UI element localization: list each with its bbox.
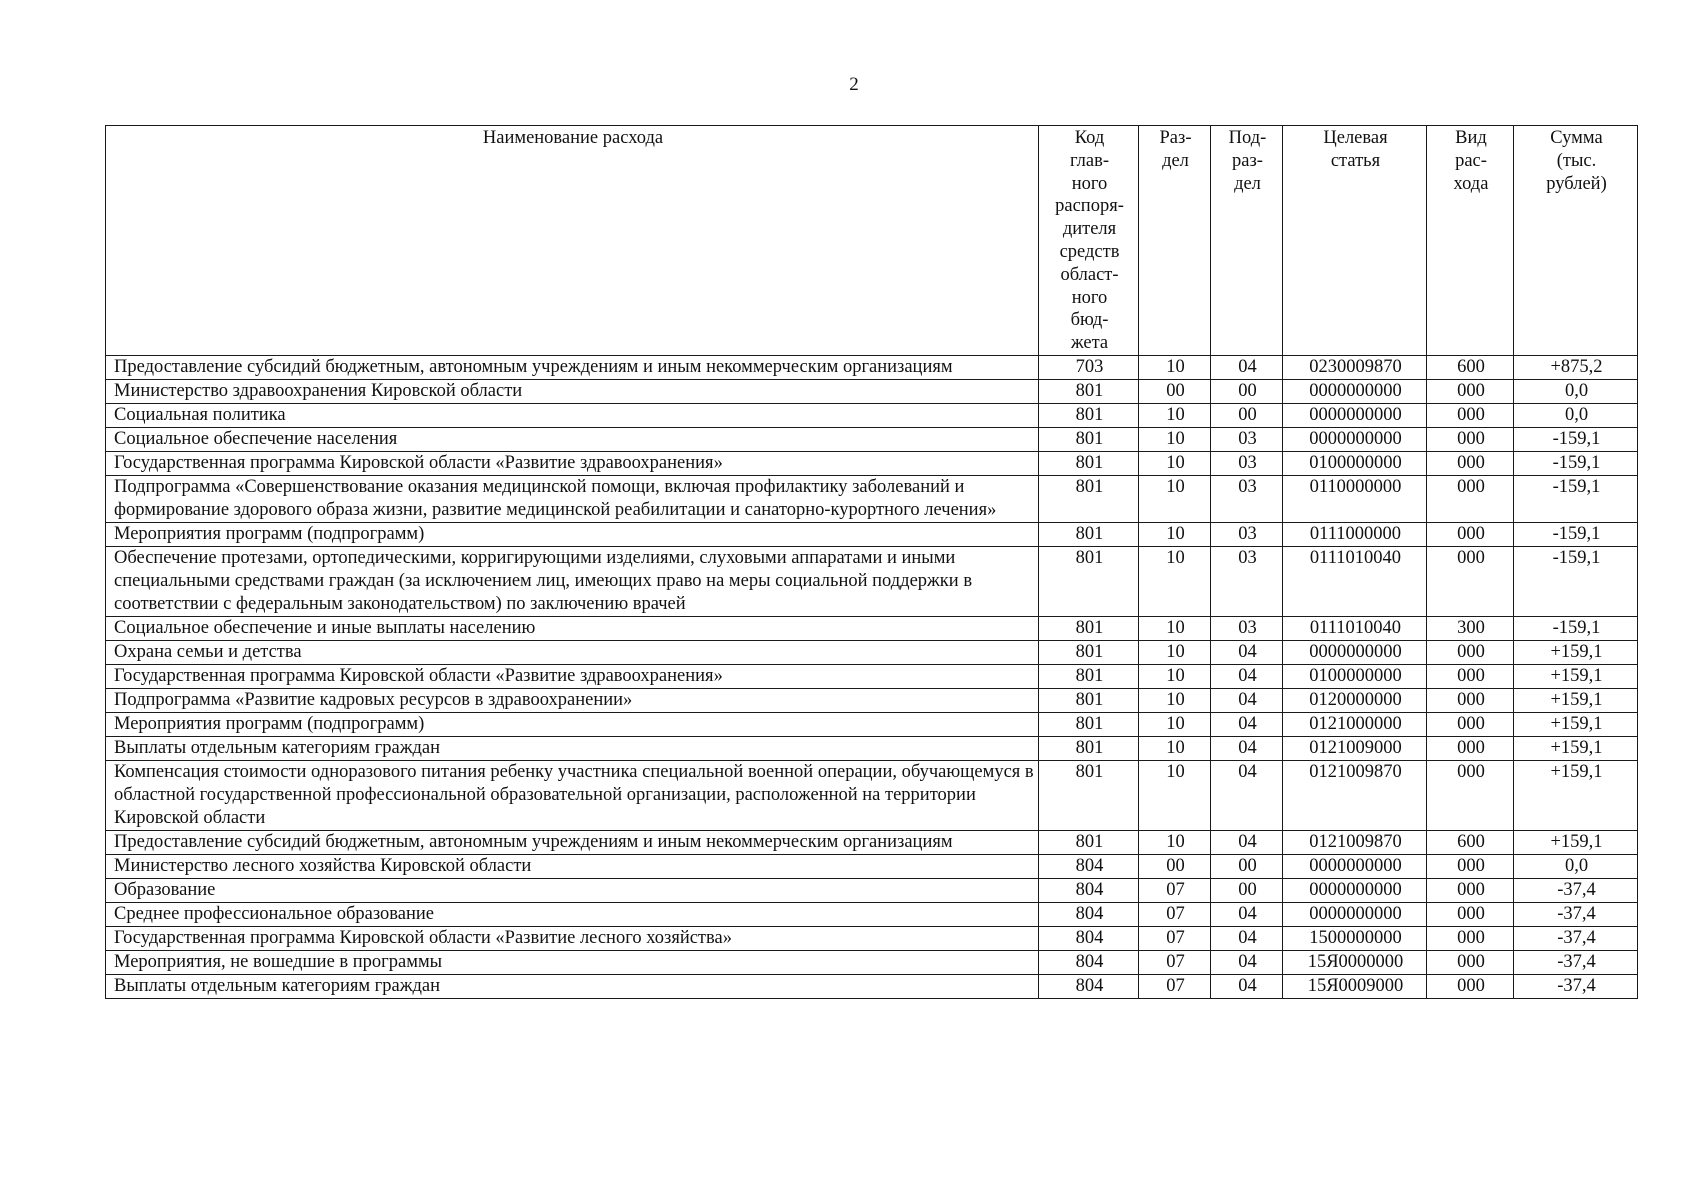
cell-type: 000 bbox=[1427, 688, 1514, 712]
header-code-line: бюд- bbox=[1070, 310, 1109, 331]
cell-target: 0000000000 bbox=[1283, 427, 1427, 451]
cell-sum: -37,4 bbox=[1514, 926, 1638, 950]
cell-name: Министерство здравоохранения Кировской области bbox=[106, 379, 1039, 403]
table-row bbox=[106, 451, 1638, 475]
cell-sum: 0,0 bbox=[1514, 379, 1638, 403]
cell-name: Государственная программа Кировской области «Развитие здравоохранения» bbox=[106, 664, 1039, 688]
cell-sum: +159,1 bbox=[1514, 664, 1638, 688]
table-row bbox=[106, 546, 1638, 616]
cell-name: Социальное обеспечение населения bbox=[106, 427, 1039, 451]
cell-sum: -159,1 bbox=[1514, 522, 1638, 546]
cell-type: 000 bbox=[1427, 403, 1514, 427]
cell-section: 10 bbox=[1139, 688, 1211, 712]
cell-section: 10 bbox=[1139, 522, 1211, 546]
cell-target: 0230009870 bbox=[1283, 355, 1427, 379]
table-row bbox=[106, 926, 1638, 950]
cell-name: Образование bbox=[106, 878, 1039, 902]
cell-type: 000 bbox=[1427, 640, 1514, 664]
cell-subsection: 04 bbox=[1211, 974, 1283, 998]
header-code-line: распоря- bbox=[1055, 196, 1124, 217]
cell-code: 804 bbox=[1039, 902, 1139, 926]
cell-name: Министерство лесного хозяйства Кировской области bbox=[106, 854, 1039, 878]
header-target-line: статья bbox=[1330, 150, 1381, 171]
header-type-line: хода bbox=[1453, 173, 1489, 194]
cell-type: 000 bbox=[1427, 736, 1514, 760]
cell-target: 0000000000 bbox=[1283, 854, 1427, 878]
cell-target: 1500000000 bbox=[1283, 926, 1427, 950]
cell-section: 10 bbox=[1139, 736, 1211, 760]
table-row bbox=[106, 974, 1638, 998]
cell-type: 000 bbox=[1427, 664, 1514, 688]
cell-sum: +159,1 bbox=[1514, 640, 1638, 664]
cell-code: 801 bbox=[1039, 830, 1139, 854]
cell-code: 801 bbox=[1039, 546, 1139, 616]
cell-code: 801 bbox=[1039, 379, 1139, 403]
cell-subsection: 03 bbox=[1211, 546, 1283, 616]
cell-subsection: 00 bbox=[1211, 878, 1283, 902]
cell-name: Государственная программа Кировской области «Развитие лесного хозяйства» bbox=[106, 926, 1039, 950]
header-target bbox=[1283, 126, 1427, 356]
table-row bbox=[106, 640, 1638, 664]
cell-name: Социальная политика bbox=[106, 403, 1039, 427]
cell-name: Охрана семьи и детства bbox=[106, 640, 1039, 664]
cell-code: 801 bbox=[1039, 664, 1139, 688]
cell-name: Социальное обеспечение и иные выплаты населению bbox=[106, 616, 1039, 640]
table-row bbox=[106, 712, 1638, 736]
cell-subsection: 04 bbox=[1211, 688, 1283, 712]
table-row bbox=[106, 760, 1638, 830]
cell-sum: 0,0 bbox=[1514, 854, 1638, 878]
cell-subsection: 04 bbox=[1211, 736, 1283, 760]
page-number: 2 bbox=[849, 74, 859, 95]
cell-subsection: 04 bbox=[1211, 926, 1283, 950]
cell-type: 600 bbox=[1427, 355, 1514, 379]
cell-name: Мероприятия программ (подпрограмм) bbox=[106, 712, 1039, 736]
cell-code: 801 bbox=[1039, 403, 1139, 427]
cell-subsection: 03 bbox=[1211, 427, 1283, 451]
cell-section: 10 bbox=[1139, 546, 1211, 616]
header-code-line: глав- bbox=[1070, 150, 1109, 171]
cell-name: Выплаты отдельным категориям граждан bbox=[106, 974, 1039, 998]
cell-target: 0100000000 bbox=[1283, 451, 1427, 475]
cell-type: 000 bbox=[1427, 522, 1514, 546]
cell-target: 0111010040 bbox=[1283, 616, 1427, 640]
cell-sum: 0,0 bbox=[1514, 403, 1638, 427]
header-sum-line: рублей) bbox=[1546, 173, 1607, 194]
cell-subsection: 04 bbox=[1211, 355, 1283, 379]
header-section-line: дел bbox=[1162, 150, 1189, 171]
cell-section: 10 bbox=[1139, 640, 1211, 664]
cell-name: Мероприятия программ (подпрограмм) bbox=[106, 522, 1039, 546]
cell-name: Государственная программа Кировской области «Развитие здравоохранения» bbox=[106, 451, 1039, 475]
table-row bbox=[106, 902, 1638, 926]
header-name bbox=[106, 126, 1039, 356]
cell-type: 000 bbox=[1427, 926, 1514, 950]
table-row bbox=[106, 854, 1638, 878]
header-section-line: Раз- bbox=[1159, 128, 1192, 148]
header-sum-line: (тыс. bbox=[1556, 150, 1597, 171]
cell-code: 804 bbox=[1039, 974, 1139, 998]
table-header-row bbox=[106, 126, 1638, 356]
cell-sum: -159,1 bbox=[1514, 427, 1638, 451]
cell-code: 804 bbox=[1039, 878, 1139, 902]
cell-subsection: 00 bbox=[1211, 379, 1283, 403]
header-section bbox=[1139, 126, 1211, 356]
table-row bbox=[106, 379, 1638, 403]
cell-type: 600 bbox=[1427, 830, 1514, 854]
cell-target: 0110000000 bbox=[1283, 475, 1427, 522]
cell-sum: -37,4 bbox=[1514, 950, 1638, 974]
cell-target: 0121000000 bbox=[1283, 712, 1427, 736]
cell-sum: -37,4 bbox=[1514, 974, 1638, 998]
header-name-text: Наименование расхода bbox=[482, 128, 664, 148]
header-code-line: ного bbox=[1071, 173, 1108, 194]
cell-type: 000 bbox=[1427, 712, 1514, 736]
cell-target: 0121009870 bbox=[1283, 830, 1427, 854]
cell-sum: -37,4 bbox=[1514, 878, 1638, 902]
cell-name: Среднее профессиональное образование bbox=[106, 902, 1039, 926]
cell-type: 000 bbox=[1427, 427, 1514, 451]
cell-section: 07 bbox=[1139, 926, 1211, 950]
cell-sum: +159,1 bbox=[1514, 688, 1638, 712]
cell-sum: -159,1 bbox=[1514, 546, 1638, 616]
cell-section: 10 bbox=[1139, 616, 1211, 640]
cell-subsection: 03 bbox=[1211, 475, 1283, 522]
table-row bbox=[106, 403, 1638, 427]
header-code-line: област- bbox=[1060, 264, 1119, 285]
cell-subsection: 03 bbox=[1211, 451, 1283, 475]
cell-sum: -37,4 bbox=[1514, 902, 1638, 926]
cell-name: Выплаты отдельным категориям граждан bbox=[106, 736, 1039, 760]
cell-target: 0111010040 bbox=[1283, 546, 1427, 616]
cell-subsection: 04 bbox=[1211, 640, 1283, 664]
header-code-line: дителя bbox=[1062, 219, 1117, 240]
cell-type: 000 bbox=[1427, 854, 1514, 878]
cell-name: Предоставление субсидий бюджетным, автономным учреждениям и иным некоммерческим организациям bbox=[106, 830, 1039, 854]
header-sum bbox=[1514, 126, 1638, 356]
cell-code: 801 bbox=[1039, 427, 1139, 451]
cell-target: 15Я0009000 bbox=[1283, 974, 1427, 998]
cell-code: 801 bbox=[1039, 451, 1139, 475]
cell-section: 10 bbox=[1139, 475, 1211, 522]
cell-name: Подпрограмма «Совершенствование оказания медицинской помощи, включая профилактику заболеваний и формирование здорового образа жизни, развитие медицинской реабилитации и санаторно-курортного лечения» bbox=[106, 475, 1039, 522]
cell-sum: +159,1 bbox=[1514, 736, 1638, 760]
table-row bbox=[106, 427, 1638, 451]
cell-sum: -159,1 bbox=[1514, 451, 1638, 475]
table-row bbox=[106, 664, 1638, 688]
table-row bbox=[106, 355, 1638, 379]
header-code-line: жета bbox=[1070, 333, 1109, 354]
cell-target: 0100000000 bbox=[1283, 664, 1427, 688]
table-row bbox=[106, 475, 1638, 522]
cell-type: 000 bbox=[1427, 451, 1514, 475]
cell-subsection: 03 bbox=[1211, 616, 1283, 640]
cell-target: 0120000000 bbox=[1283, 688, 1427, 712]
cell-sum: +159,1 bbox=[1514, 830, 1638, 854]
cell-code: 801 bbox=[1039, 688, 1139, 712]
header-subsection bbox=[1211, 126, 1283, 356]
cell-section: 07 bbox=[1139, 950, 1211, 974]
cell-section: 10 bbox=[1139, 451, 1211, 475]
cell-sum: +159,1 bbox=[1514, 712, 1638, 736]
header-subsection-line: Под- bbox=[1228, 128, 1267, 148]
budget-table bbox=[105, 125, 1638, 999]
cell-code: 801 bbox=[1039, 616, 1139, 640]
cell-type: 000 bbox=[1427, 379, 1514, 403]
table-body bbox=[106, 355, 1638, 998]
cell-section: 10 bbox=[1139, 427, 1211, 451]
cell-target: 0000000000 bbox=[1283, 640, 1427, 664]
header-code-line: ного bbox=[1071, 287, 1108, 308]
cell-code: 804 bbox=[1039, 950, 1139, 974]
cell-type: 000 bbox=[1427, 974, 1514, 998]
cell-code: 804 bbox=[1039, 854, 1139, 878]
cell-subsection: 04 bbox=[1211, 712, 1283, 736]
header-target-line: Целевая bbox=[1323, 128, 1388, 148]
table-row bbox=[106, 950, 1638, 974]
cell-sum: +875,2 bbox=[1514, 355, 1638, 379]
cell-sum: +159,1 bbox=[1514, 760, 1638, 830]
cell-section: 10 bbox=[1139, 712, 1211, 736]
cell-section: 10 bbox=[1139, 403, 1211, 427]
cell-type: 000 bbox=[1427, 546, 1514, 616]
cell-code: 801 bbox=[1039, 712, 1139, 736]
cell-subsection: 04 bbox=[1211, 664, 1283, 688]
cell-target: 15Я0000000 bbox=[1283, 950, 1427, 974]
cell-subsection: 00 bbox=[1211, 403, 1283, 427]
cell-subsection: 04 bbox=[1211, 760, 1283, 830]
cell-code: 703 bbox=[1039, 355, 1139, 379]
cell-code: 801 bbox=[1039, 522, 1139, 546]
table-row bbox=[106, 688, 1638, 712]
cell-section: 10 bbox=[1139, 760, 1211, 830]
cell-name: Компенсация стоимости одноразового питания ребенку участника специальной военной операции, обучающемуся в областной государственной профессиональной образовательной организации, расположенной на территории Кировской области bbox=[106, 760, 1039, 830]
table-row bbox=[106, 616, 1638, 640]
cell-target: 0121009000 bbox=[1283, 736, 1427, 760]
cell-target: 0121009870 bbox=[1283, 760, 1427, 830]
cell-sum: -159,1 bbox=[1514, 475, 1638, 522]
cell-code: 801 bbox=[1039, 760, 1139, 830]
cell-section: 10 bbox=[1139, 355, 1211, 379]
cell-target: 0000000000 bbox=[1283, 379, 1427, 403]
header-code-line: средств bbox=[1059, 241, 1120, 262]
cell-code: 801 bbox=[1039, 475, 1139, 522]
cell-target: 0000000000 bbox=[1283, 403, 1427, 427]
cell-subsection: 00 bbox=[1211, 854, 1283, 878]
cell-type: 000 bbox=[1427, 878, 1514, 902]
cell-section: 10 bbox=[1139, 830, 1211, 854]
cell-section: 07 bbox=[1139, 902, 1211, 926]
cell-target: 0111000000 bbox=[1283, 522, 1427, 546]
cell-target: 0000000000 bbox=[1283, 902, 1427, 926]
cell-type: 000 bbox=[1427, 475, 1514, 522]
cell-section: 00 bbox=[1139, 854, 1211, 878]
cell-name: Мероприятия, не вошедшие в программы bbox=[106, 950, 1039, 974]
cell-subsection: 04 bbox=[1211, 902, 1283, 926]
cell-code: 801 bbox=[1039, 640, 1139, 664]
header-code bbox=[1039, 126, 1139, 356]
cell-section: 07 bbox=[1139, 878, 1211, 902]
cell-code: 804 bbox=[1039, 926, 1139, 950]
cell-section: 07 bbox=[1139, 974, 1211, 998]
cell-name: Предоставление субсидий бюджетным, автономным учреждениям и иным некоммерческим организациям bbox=[106, 355, 1039, 379]
header-type-line: Вид bbox=[1455, 128, 1487, 148]
cell-subsection: 04 bbox=[1211, 950, 1283, 974]
cell-type: 000 bbox=[1427, 902, 1514, 926]
cell-subsection: 03 bbox=[1211, 522, 1283, 546]
cell-name: Обеспечение протезами, ортопедическими, корригирующими изделиями, слуховыми аппаратами и иными специальными средствами граждан (за исключением лиц, имеющих право на меры социальной поддержки в соответствии с федеральным законодательством) по заключению врачей bbox=[106, 546, 1039, 616]
cell-subsection: 04 bbox=[1211, 830, 1283, 854]
cell-type: 000 bbox=[1427, 950, 1514, 974]
cell-code: 801 bbox=[1039, 736, 1139, 760]
table-row bbox=[106, 522, 1638, 546]
table-row bbox=[106, 736, 1638, 760]
cell-section: 10 bbox=[1139, 664, 1211, 688]
header-code-line: Код bbox=[1074, 128, 1105, 148]
cell-sum: -159,1 bbox=[1514, 616, 1638, 640]
table-row bbox=[106, 878, 1638, 902]
table-row bbox=[106, 830, 1638, 854]
header-subsection-line: дел bbox=[1234, 173, 1261, 194]
cell-section: 00 bbox=[1139, 379, 1211, 403]
header-subsection-line: раз- bbox=[1232, 150, 1263, 171]
cell-type: 300 bbox=[1427, 616, 1514, 640]
cell-target: 0000000000 bbox=[1283, 878, 1427, 902]
header-sum-line: Сумма bbox=[1550, 128, 1603, 148]
header-type bbox=[1427, 126, 1514, 356]
cell-name: Подпрограмма «Развитие кадровых ресурсов в здравоохранении» bbox=[106, 688, 1039, 712]
header-type-line: рас- bbox=[1455, 150, 1487, 171]
cell-type: 000 bbox=[1427, 760, 1514, 830]
